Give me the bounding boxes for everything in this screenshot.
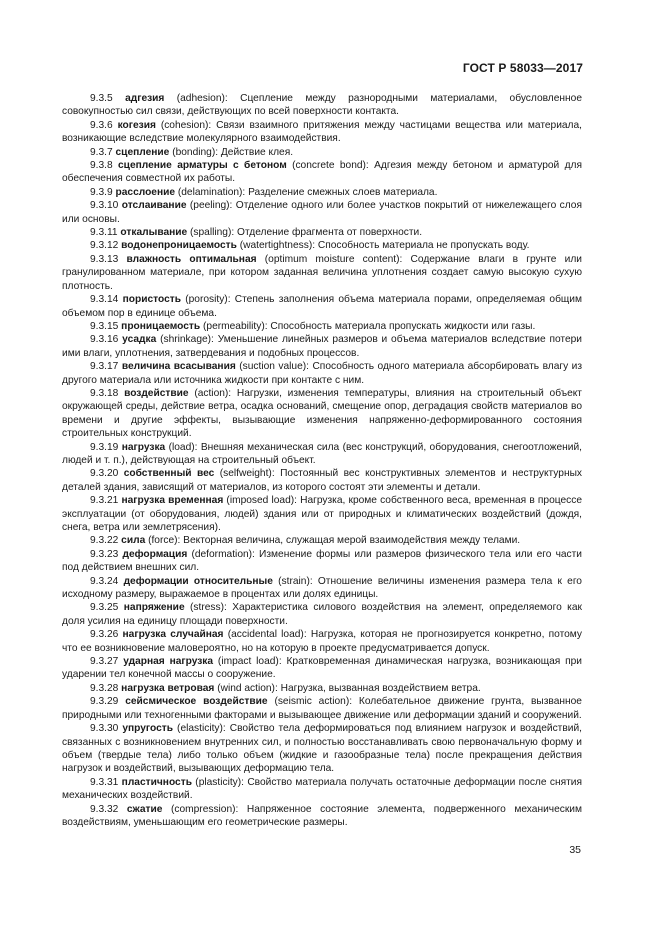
term-name: когезия [117,119,156,131]
term-entry [62,575,582,602]
term-entry [62,548,582,575]
term-entry [62,441,582,468]
term-entry [62,146,582,159]
term-definition: (wind action): Нагрузка, вызванная воздействием ветра. [214,682,481,694]
term-entry [62,534,582,547]
term-entry [62,239,582,252]
term-name: водонепроницаемость [121,240,237,252]
term-definition: (permeability): Способность материала пропускать жидкости или газы. [200,320,536,332]
term-number: 9.3.17 [90,361,119,373]
term-number: 9.3.10 [90,200,119,212]
term-definition: (cohesion): Связи взаимного притяжения между частицами вещества или материала, возникающие вследствие молекулярного взаимодействия. [62,119,582,145]
term-definition: (force): Векторная величина, служащая мерой взаимодействия между телами. [145,535,521,547]
term-name: упругость [122,723,174,735]
page-number: 35 [569,844,581,856]
term-definition: (shrinkage): Уменьшение линейных размеров и объема материалов вследствие потери ими влаги, уплотнения, затвердевания и подобных процессов. [62,334,582,359]
term-entry [62,776,582,803]
term-name: сила [121,535,146,547]
term-entry [62,655,582,682]
term-entry [62,467,582,494]
term-entry [62,159,582,186]
term-number: 9.3.13 [90,253,119,265]
term-name: пластичность [121,776,192,788]
term-definition: (elasticity): Свойство тела деформироваться под влиянием нагрузок и воздействий, связанных с возникновением внутренних сил, и полностью восстанавливать свою первоначальную форму и объем (твердые тела) либо только объем (жидкие и газообразные тела) после прекращения действия нагрузок и воздействий, вызывающих деформацию тела. [62,723,582,775]
term-definition: (action): Нагрузки, изменения температуры, влияния на строительный объект окружающей среды, действие ветра, осадка оснований, смещение опор, деградация свойств материалов во времени и другие эффекты, вызывающие изменения напряженно-деформированного состояния строительных конструкций. [62,387,582,440]
term-name: нагрузка ветровая [121,682,215,694]
term-definition: (imposed load): Нагрузка, кроме собственного веса, временная в процессе эксплуатации (от оборудования, людей) здания или от природных и климатических воздействий (дождя, снега, ветра или землетрясения). [62,495,582,533]
term-name: откалывание [120,227,188,239]
term-definition: (bonding): Действие клея. [169,146,294,158]
term-entry [62,226,582,239]
term-name: сжатие [126,803,163,815]
term-name: влажность оптимальная [126,253,257,265]
term-definition: (adhesion): Сцепление между разнородными материалами, обусловленное совокупностью сил связи, действующих по всей поверхности контакта. [62,93,582,118]
term-number: 9.3.21 [90,495,119,507]
term-definition: (porosity): Степень заполнения объема материала порами, определяемая общим объемом пор в единице объема. [62,294,582,319]
term-number: 9.3.20 [90,468,119,480]
term-name: адгезия [125,93,165,104]
term-number: 9.3.24 [90,575,119,587]
term-entry [62,186,582,199]
term-number: 9.3.19 [90,441,119,453]
document-code-header: ГОСТ Р 58033—2017 [462,61,583,75]
term-number: 9.3.26 [90,629,119,641]
term-number: 9.3.23 [90,548,119,560]
term-definition: (plasticity): Свойство материала получать остаточные деформации после снятия механических воздействий. [62,776,582,802]
term-number: 9.3.12 [90,240,119,252]
term-definition: (strain): Отношение величины изменения размера тела к его исходному размеру, выражаемое в процентах или долях единицы. [62,575,582,601]
term-name: проницаемость [121,320,201,332]
term-name: сцепление арматуры с бетоном [118,160,287,172]
term-number: 9.3.32 [90,803,119,815]
term-definition: (load): Внешняя механическая сила (вес конструкций, оборудования, снегоотложений, людей и т. п.), действующая на строительный объект. [62,441,582,466]
term-entry [62,320,582,333]
term-name: усадка [122,334,157,346]
term-name: величина всасывания [121,361,236,373]
term-entry [62,92,582,119]
term-entry [62,722,582,776]
term-definition: (compression): Напряженное состояние элемента, подверженного механическим воздействиям, уменьшающим его геометрические размеры. [62,803,582,828]
term-number: 9.3.18 [90,387,119,399]
term-number: 9.3.9 [90,186,113,198]
term-definition: (selfweight): Постоянный вес конструктивных элементов и неструктурных деталей здания, зависящий от материалов, из которого состоят эти элементы и детали. [62,468,582,493]
term-number: 9.3.8 [90,160,113,172]
term-number: 9.3.29 [90,696,119,708]
term-number: 9.3.5 [90,93,113,104]
term-entry [62,494,582,534]
term-name: нагрузка случайная [122,629,224,641]
term-definition: (optimum moisture content): Содержание влаги в грунте или гранулированном материале, при котором заданная величина уплотнения создает самую высокую сухую плотность. [62,253,582,292]
term-entry [62,682,582,695]
term-number: 9.3.11 [90,227,118,239]
term-definition: (impact load): Кратковременная динамическая нагрузка, возникающая при ударении тел конечной массы о сооружение. [62,656,582,681]
term-entry [62,695,582,722]
term-number: 9.3.15 [90,320,119,332]
term-definition: (spalling): Отделение фрагмента от поверхности. [187,227,423,239]
term-entry [62,119,582,146]
term-definition: (concrete bond): Адгезия между бетоном и арматурой для обеспечения совместной их работы. [62,160,582,185]
term-number: 9.3.28 [90,682,119,694]
term-entry [62,199,582,226]
term-definition: (delamination): Разделение смежных слоев материала. [175,186,438,198]
term-name: деформация [122,548,188,560]
term-name: ударная нагрузка [123,656,214,668]
term-entry [62,387,582,441]
term-name: расслоение [115,186,176,198]
term-definition: (accidental load): Нагрузка, которая не прогнозируется конкретно, потому что ее возникновение маловероятно, но на которую в проекте предусматривается допуск. [62,629,582,654]
term-name: собственный вес [123,468,215,480]
term-name: воздействие [124,387,189,399]
term-entry [62,333,582,360]
term-definition: (seismic action): Колебательное движение грунта, вызванное природными или техногенными факторами и вызывающее движение или деформации зданий и сооружений. [62,696,582,721]
term-number: 9.3.6 [90,119,113,131]
term-entry [62,628,582,655]
term-name: напряжение [123,602,185,614]
term-definition: (suction value): Способность одного материала абсорбировать влагу из другого материала или источника жидкости при контакте с ним. [62,361,582,386]
term-name: отслаивание [121,200,187,212]
term-number: 9.3.27 [90,656,119,668]
term-definition: (watertightness): Способность материала не пропускать воду. [236,240,530,252]
term-name: сцепление [115,146,170,158]
term-name: нагрузка [121,441,166,453]
term-number: 9.3.22 [90,535,119,547]
term-name: пористость [122,294,181,306]
term-definition: (stress): Характеристика силового воздействия на элемент, определяемого как доля усилия на единицу площади поверхности. [62,602,582,627]
term-number: 9.3.31 [90,776,119,788]
term-name: деформации относительные [123,575,273,587]
term-definition: (deformation): Изменение формы или размеров физического тела или его части под действием внешних сил. [62,548,582,574]
terms-list [62,92,582,829]
term-entry [62,803,582,830]
term-name: нагрузка временная [121,495,224,507]
term-number: 9.3.25 [90,602,119,614]
term-number: 9.3.14 [90,294,119,306]
term-entry [62,360,582,387]
term-entry [62,601,582,628]
term-number: 9.3.7 [90,146,113,158]
term-entry [62,293,582,320]
term-number: 9.3.30 [90,723,119,735]
term-name: сейсмическое воздействие [125,696,268,708]
term-number: 9.3.16 [90,334,119,346]
term-entry [62,253,582,293]
term-definition: (peeling): Отделение одного или более участков покрытий от нижележащего слоя или основы. [62,200,582,225]
